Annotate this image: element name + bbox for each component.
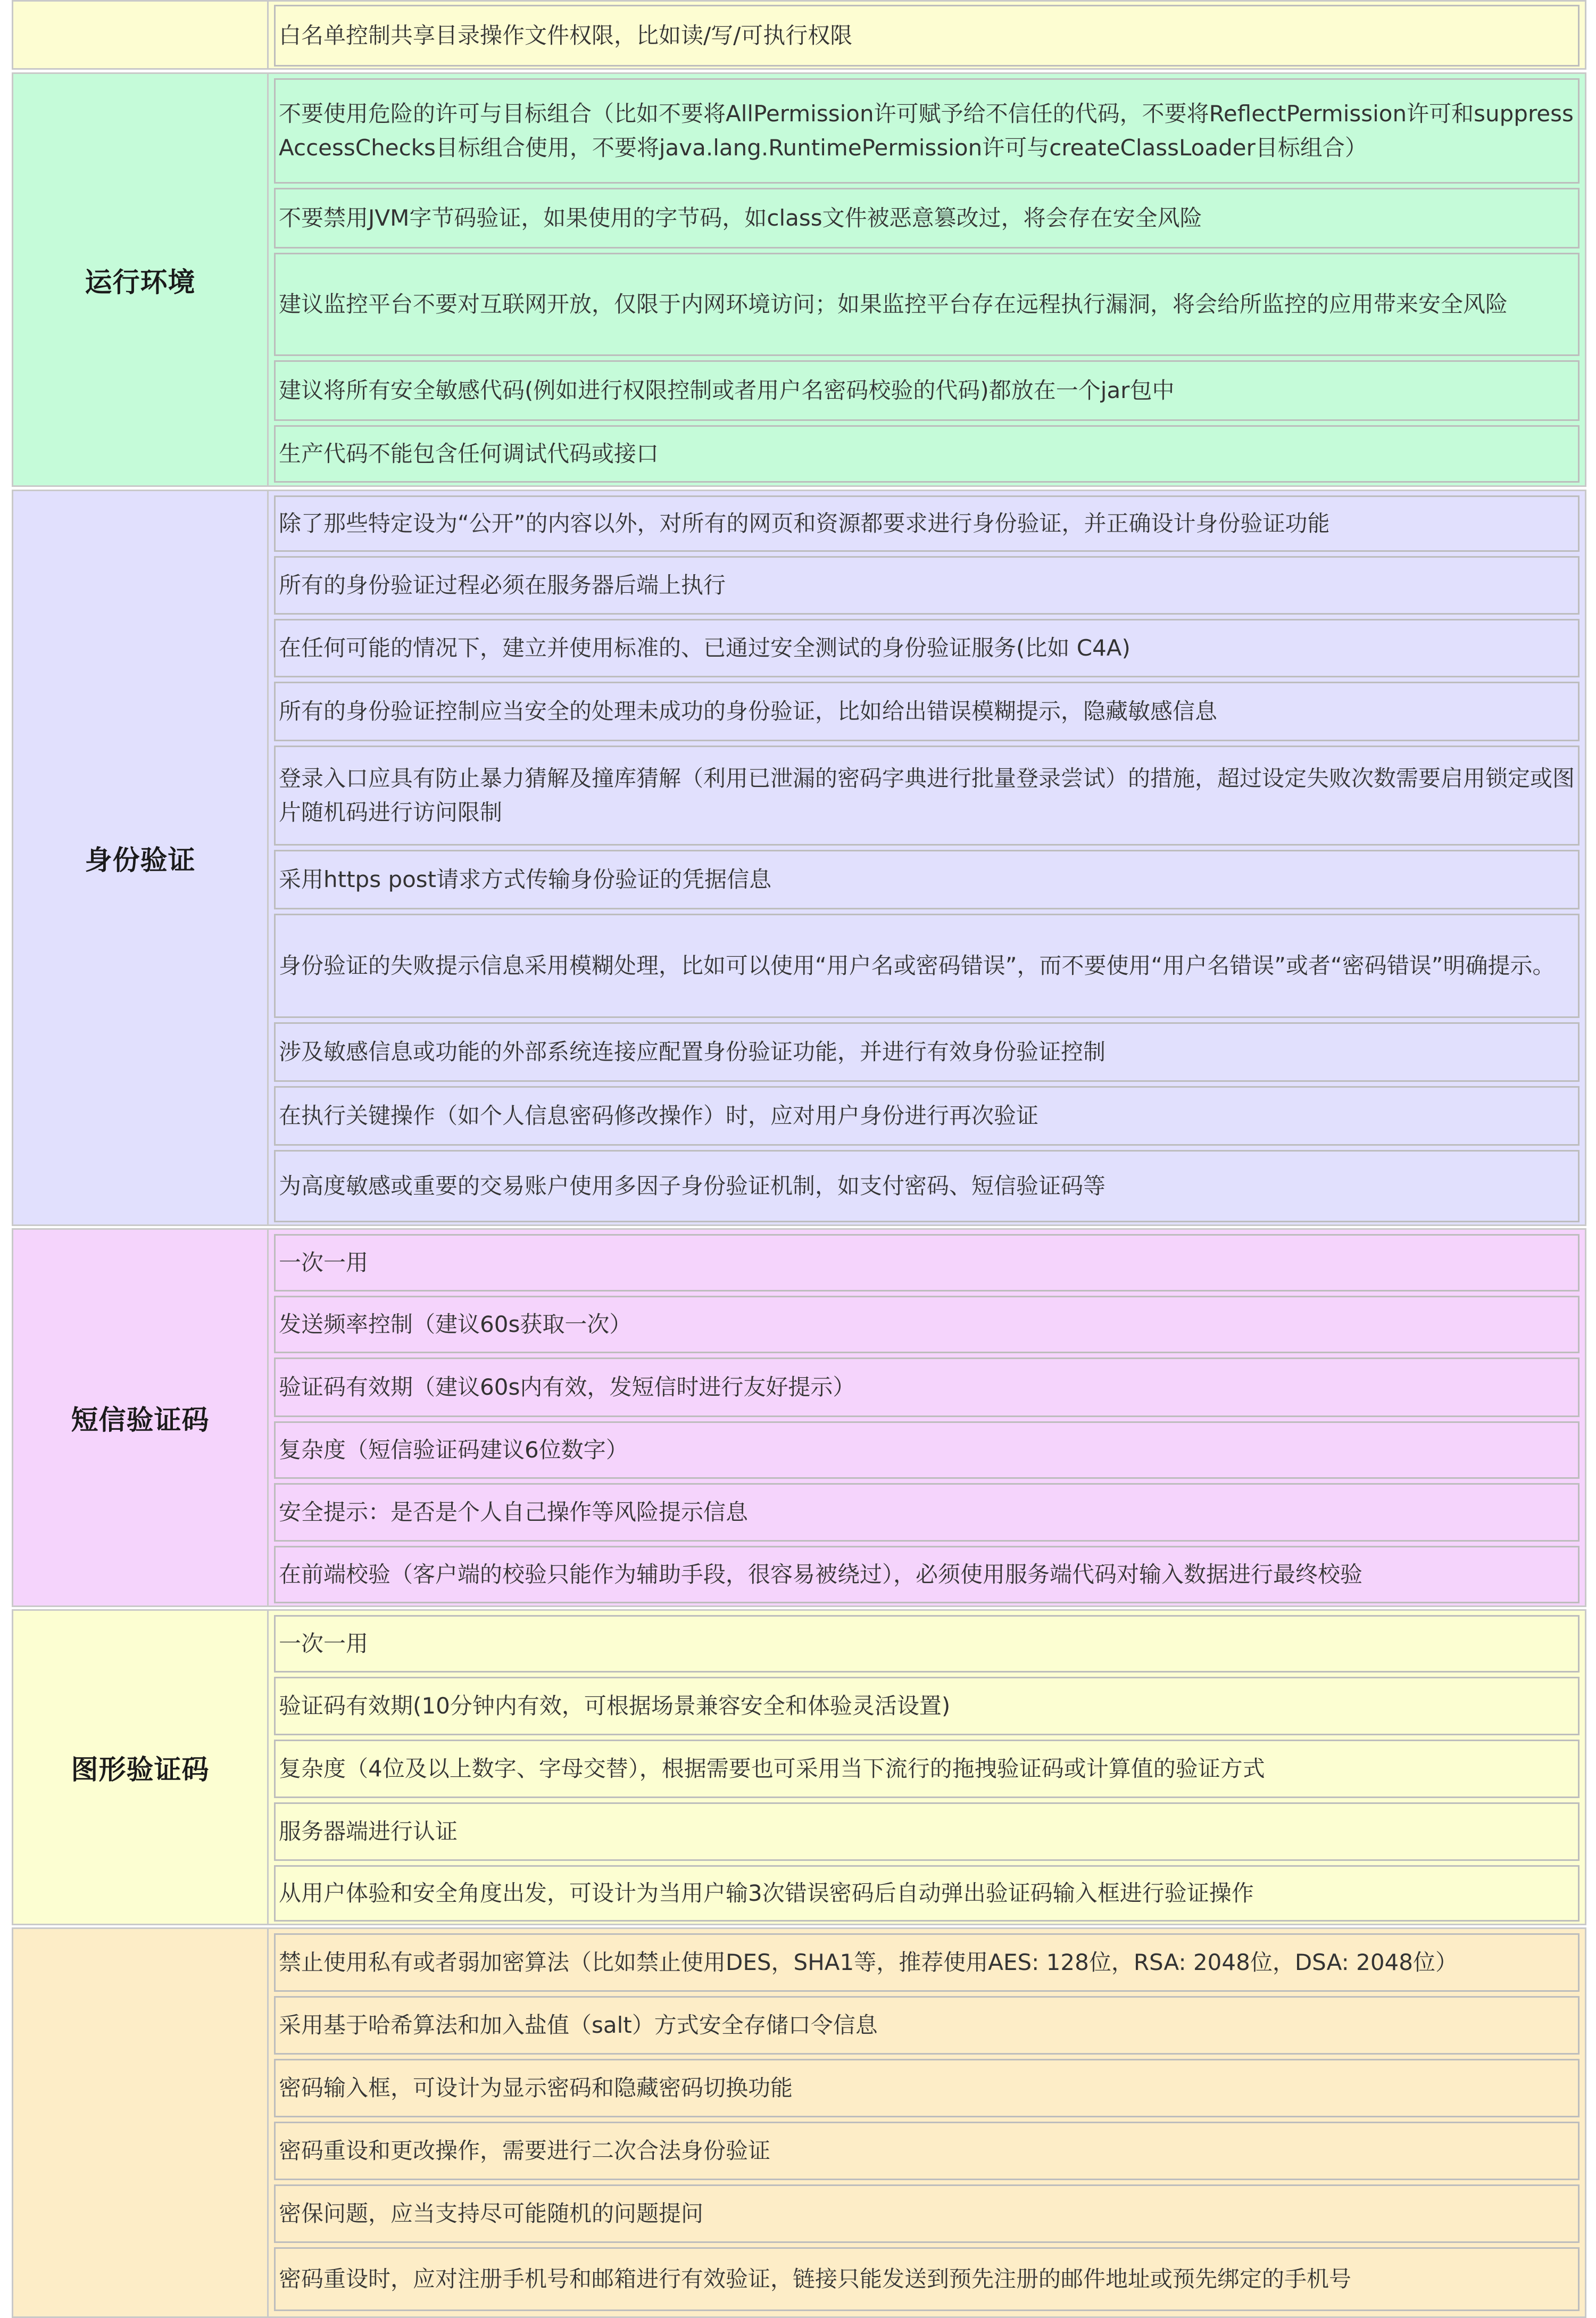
rule-row — [274, 253, 1580, 356]
rule-text: 禁止使用私有或者弱加密算法（比如禁止使用DES，SHA1等，推荐使用AES: 128位，RSA: 2048位，DSA: 2048位） — [279, 1949, 1458, 1975]
rule-row — [274, 1933, 1580, 1992]
rule-text: 密码重设时，应对注册手机号和邮箱进行有效验证，链接只能发送到预先注册的邮件地址或预先绑定的手机号 — [279, 2266, 1352, 2292]
rule-text: 不要禁用JVM字节码验证，如果使用的字节码，如class文件被恶意篡改过，将会存在安全风险 — [279, 205, 1202, 231]
rule-list — [269, 74, 1585, 485]
rule-row — [274, 360, 1580, 421]
rule-row — [274, 914, 1580, 1018]
category-cell — [13, 2, 269, 68]
rule-row — [274, 1357, 1580, 1417]
section-file-permission — [12, 0, 1586, 70]
rule-row — [274, 2059, 1580, 2117]
rule-row — [274, 1802, 1580, 1861]
rule-text: 身份验证的失败提示信息采用模糊处理，比如可以使用“用户名或密码错误”，而不要使用“用户名错误”或者“密码错误”明确提示。 — [279, 953, 1555, 979]
rule-text: 验证码有效期(10分钟内有效，可根据场景兼容安全和体验灵活设置) — [279, 1693, 951, 1719]
rule-list — [269, 1611, 1585, 1924]
rule-text: 为高度敏感或重要的交易账户使用多因子身份验证机制，如支付密码、短信验证码等 — [279, 1173, 1106, 1199]
rule-text: 所有的身份验证过程必须在服务器后端上执行 — [279, 572, 726, 598]
rule-row — [274, 1086, 1580, 1146]
rule-row — [274, 1677, 1580, 1735]
category-label: 身份验证 — [85, 845, 196, 876]
rule-row — [274, 746, 1580, 846]
rule-row — [274, 1996, 1580, 2055]
section-sms-code — [12, 1228, 1586, 1607]
rule-text: 涉及敏感信息或功能的外部系统连接应配置身份验证功能，并进行有效身份验证控制 — [279, 1039, 1106, 1065]
rule-row — [274, 495, 1580, 552]
category-cell — [13, 1929, 269, 2316]
rule-text: 采用https post请求方式传输身份验证的凭据信息 — [279, 866, 772, 892]
rule-row — [274, 2184, 1580, 2243]
section-authentication — [12, 490, 1586, 1226]
rule-row — [274, 188, 1580, 249]
rule-text: 除了那些特定设为“公开”的内容以外，对所有的网页和资源都要求进行身份验证，并正确设计身份验证功能 — [279, 510, 1330, 536]
rule-list — [269, 2, 1585, 68]
rule-text: 安全提示：是否是个人自己操作等风险提示信息 — [279, 1499, 749, 1525]
category-cell — [13, 74, 269, 485]
rule-row — [274, 1421, 1580, 1479]
rule-text: 白名单控制共享目录操作文件权限，比如读/写/可执行权限 — [279, 22, 853, 48]
category-cell — [13, 491, 269, 1224]
rule-text: 服务器端进行认证 — [279, 1818, 458, 1844]
rule-row — [274, 1234, 1580, 1292]
rule-text: 在执行关键操作（如个人信息密码修改操作）时，应对用户身份进行再次验证 — [279, 1103, 1039, 1129]
rule-row — [274, 1150, 1580, 1222]
rule-text: 密码输入框，可设计为显示密码和隐藏密码切换功能 — [279, 2075, 793, 2101]
rule-row — [274, 682, 1580, 741]
rule-text: 在前端校验（客户端的校验只能作为辅助手段，很容易被绕过），必须使用服务端代码对输入数据进行最终校验 — [279, 1561, 1363, 1587]
rule-text: 密码重设和更改操作，需要进行二次合法身份验证 — [279, 2138, 771, 2164]
rule-row — [274, 2247, 1580, 2311]
rule-text: 复杂度（短信验证码建议6位数字） — [279, 1437, 628, 1463]
section-captcha — [12, 1609, 1586, 1925]
section-password — [12, 1927, 1586, 2318]
rule-list — [269, 491, 1585, 1224]
rule-text: 密保问题，应当支持尽可能随机的问题提问 — [279, 2200, 704, 2226]
rule-text: 生产代码不能包含任何调试代码或接口 — [279, 441, 659, 467]
rule-text: 不要使用危险的许可与目标组合（比如不要将AllPermission许可赋予给不信任的代码，不要将ReflectPermission许可和suppressAccessChecks目标组合使用，不要将java.lang.RuntimePermission许可与createClassLoader目标组合） — [279, 101, 1574, 161]
rule-row — [274, 1546, 1580, 1603]
rule-list — [269, 1230, 1585, 1605]
rule-row — [274, 5, 1580, 67]
rule-text: 所有的身份验证控制应当安全的处理未成功的身份验证，比如给出错误模糊提示，隐藏敏感信息 — [279, 698, 1218, 724]
rule-row — [274, 2122, 1580, 2180]
section-runtime-environment — [12, 72, 1586, 487]
rule-row — [274, 850, 1580, 909]
rule-text: 登录入口应具有防止暴力猜解及撞库猜解（利用已泄漏的密码字典进行批量登录尝试）的措施，超过设定失败次数需要启用锁定或图片随机码进行访问限制 — [279, 765, 1575, 825]
category-label: 短信验证码 — [71, 1405, 210, 1436]
rule-row — [274, 78, 1580, 184]
rule-row — [274, 619, 1580, 677]
rule-text: 建议监控平台不要对互联网开放，仅限于内网环境访问；如果监控平台存在远程执行漏洞，将会给所监控的应用带来安全风险 — [279, 291, 1508, 317]
rule-text: 建议将所有安全敏感代码(例如进行权限控制或者用户名密码校验的代码)都放在一个jar包中 — [279, 377, 1175, 403]
rule-row — [274, 425, 1580, 483]
rule-row — [274, 1296, 1580, 1353]
rule-text: 发送频率控制（建议60s获取一次） — [279, 1311, 632, 1337]
category-cell — [13, 1611, 269, 1924]
rule-row — [274, 1615, 1580, 1673]
rule-row — [274, 556, 1580, 615]
rule-text: 在任何可能的情况下，建立并使用标准的、已通过安全测试的身份验证服务(比如 C4A) — [279, 635, 1130, 661]
rule-text: 一次一用 — [279, 1249, 369, 1276]
rule-text: 复杂度（4位及以上数字、字母交替），根据需要也可采用当下流行的拖拽验证码或计算值的验证方式 — [279, 1756, 1265, 1782]
category-label: 运行环境 — [85, 267, 196, 299]
rule-row — [274, 1022, 1580, 1082]
rule-text: 一次一用 — [279, 1630, 369, 1657]
rule-text: 验证码有效期（建议60s内有效，发短信时进行友好提示） — [279, 1374, 855, 1400]
rule-row — [274, 1865, 1580, 1922]
rule-text: 从用户体验和安全角度出发，可设计为当用户输3次错误密码后自动弹出验证码输入框进行验证操作 — [279, 1880, 1254, 1906]
category-cell — [13, 1230, 269, 1605]
rule-list — [269, 1929, 1585, 2316]
category-label: 图形验证码 — [71, 1754, 210, 1786]
rule-row — [274, 1483, 1580, 1542]
rule-row — [274, 1740, 1580, 1798]
rule-text: 采用基于哈希算法和加入盐值（salt）方式安全存储口令信息 — [279, 2012, 878, 2038]
